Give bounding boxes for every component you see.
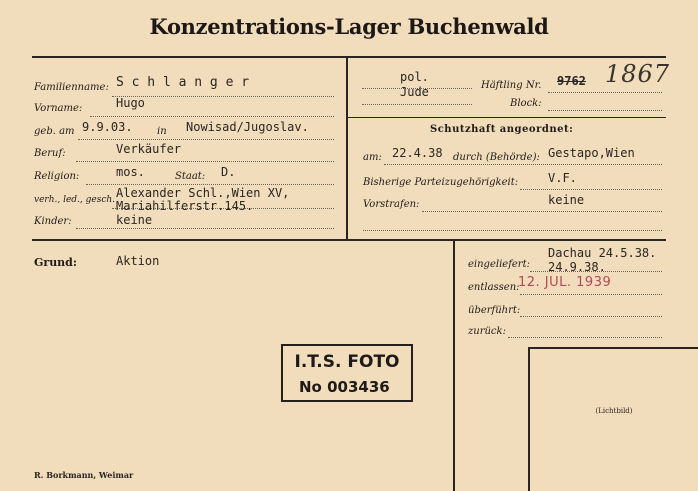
printer-imprint: R. Borkmann, Weimar — [34, 470, 134, 480]
staat-value: D. — [221, 165, 236, 179]
address-line2-value: Mariahilferstr.145. — [116, 199, 254, 213]
eingeliefert-value-1: Dachau 24.5.38. — [548, 246, 657, 260]
beruf-line — [76, 161, 334, 162]
kinder-label: Kinder: — [34, 216, 72, 227]
religion-label: Religion: — [34, 171, 80, 182]
familienname-line — [112, 96, 334, 97]
eingeliefert-label: eingeliefert: — [468, 259, 530, 270]
grund-label: Grund: — [34, 256, 77, 269]
schutzhaft-am-label: am: — [363, 152, 382, 163]
religion-line — [86, 184, 334, 185]
category-pol-value: pol. — [400, 70, 429, 84]
schutzhaft-durch-label: durch (Behörde): — [453, 152, 540, 163]
schutzhaft-am-value: 22.4.38 — [392, 146, 443, 160]
its-foto-stamp-number: No 003436 — [299, 378, 390, 396]
zurueck-label: zurück: — [468, 326, 506, 337]
vorname-value: Hugo — [116, 96, 145, 110]
ueberfuehrt-line — [520, 316, 662, 317]
partei-value: V.F. — [548, 171, 577, 185]
beruf-label: Beruf: — [34, 148, 66, 159]
partei-label: Bisherige Parteizugehörigkeit: — [363, 177, 519, 188]
kinder-value: keine — [116, 213, 153, 227]
verh-label: verh., led., gesch. — [34, 195, 116, 205]
photo-caption: (Lichtbild) — [595, 407, 633, 415]
its-foto-stamp-title: I.T.S. FOTO — [294, 352, 400, 372]
partei-line — [520, 189, 662, 190]
geb-line — [78, 139, 334, 140]
haeftling-label: Häftling Nr. — [481, 80, 542, 91]
vorstrafen-line — [422, 211, 662, 212]
card-title: Konzentrations-Lager Buchenwald — [149, 14, 549, 39]
block-line — [548, 110, 662, 111]
vorname-line — [90, 116, 334, 117]
its-foto-stamp — [281, 344, 413, 402]
geb-label: geb. am — [34, 126, 75, 137]
vorstrafen-value: keine — [548, 193, 585, 207]
top-rule — [32, 56, 666, 58]
category-line-2 — [362, 104, 472, 105]
address-line1-value: Alexander Schl.,Wien XV, — [116, 186, 290, 200]
right-inner-rule — [348, 117, 666, 118]
block-label: Block: — [510, 98, 542, 109]
schutzhaft-extra-line — [363, 230, 662, 231]
grund-value: Aktion — [116, 254, 160, 268]
eingeliefert-value-2: 24.9.38. — [548, 260, 606, 274]
haeftling-number-struck: 9762 — [557, 74, 586, 88]
beruf-value: Verkäufer — [116, 142, 182, 156]
geb-date-value: 9.9.03. — [82, 120, 133, 134]
vorname-label: Vorname: — [34, 103, 83, 114]
geb-place-value: Nowisad/Jugoslav. — [186, 120, 309, 134]
entlassen-line — [520, 294, 662, 295]
vorstrafen-label: Vorstrafen: — [363, 199, 420, 210]
familienname-label: Familienname: — [34, 82, 109, 93]
middle-rule — [32, 239, 666, 241]
zurueck-line — [508, 337, 662, 338]
schutzhaft-heading: Schutzhaft angeordnet: — [430, 124, 574, 135]
upper-vertical-divider — [346, 56, 348, 241]
familienname-value: S c h l a n g e r — [116, 75, 250, 90]
religion-value: mos. — [116, 165, 145, 179]
photo-box — [528, 347, 698, 491]
schutzhaft-am-line — [384, 164, 662, 165]
geb-in-label: in — [157, 126, 167, 137]
category-jude-value: Jude — [400, 85, 429, 99]
haeftling-number-handwritten: 1867 — [605, 60, 671, 88]
ueberfuehrt-label: überführt: — [468, 305, 521, 316]
lower-vertical-divider — [453, 241, 455, 491]
entlassen-stamp-value: 12. JUL. 1939 — [518, 275, 612, 290]
haeftling-line — [548, 92, 662, 93]
staat-label: Staat: — [175, 171, 206, 182]
entlassen-label: entlassen: — [468, 282, 520, 293]
schutzhaft-behoerde-value: Gestapo,Wien — [548, 146, 635, 160]
kinder-line — [76, 228, 334, 229]
